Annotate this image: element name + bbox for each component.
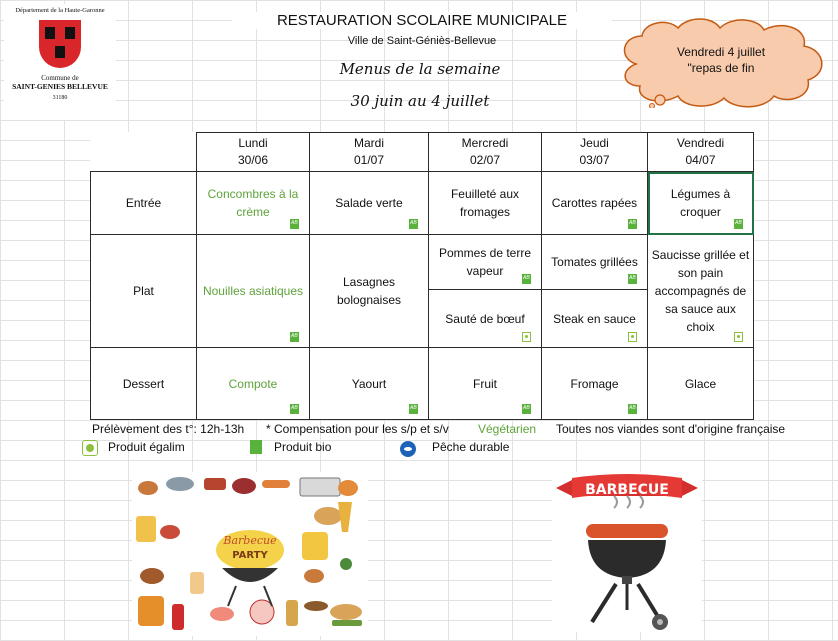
day-header-mercredi[interactable]: Mercredi 02/07: [429, 133, 542, 172]
bio-icon: [628, 274, 637, 284]
corner-cell[interactable]: [91, 133, 197, 172]
cell-plat-mercredi-1[interactable]: Pommes de terre vapeur AB: [429, 235, 542, 290]
menu-table: [90, 132, 754, 420]
cell-entree-lundi[interactable]: Concombres à la crème AB: [197, 172, 310, 235]
bio-icon: [409, 219, 418, 229]
cell-dessert-mercredi[interactable]: Fruit AB: [429, 348, 542, 420]
day-header-vendredi[interactable]: Vendredi 04/07: [648, 133, 754, 172]
cloud-line-1: Vendredi 4 juillet: [676, 45, 766, 59]
temperature-note: Prélèvement des t°: 12h-13h: [92, 422, 245, 436]
day-header-mardi[interactable]: Mardi 01/07: [310, 133, 429, 172]
commune-label: Commune de: [41, 74, 79, 82]
day-header-jeudi[interactable]: Jeudi 03/07: [542, 133, 648, 172]
cell-plat-lundi[interactable]: Nouilles asiatiques AB: [197, 235, 310, 348]
bio-icon: [290, 219, 299, 229]
dessert-row: [91, 348, 754, 420]
bio-icon: [522, 404, 531, 414]
barbecue-party-illustration: [132, 472, 368, 636]
grill-banner-text: BARBECUE: [585, 482, 669, 498]
cloud-callout[interactable]: [616, 14, 832, 108]
bio-icon: [628, 219, 637, 229]
cell-dessert-jeudi[interactable]: Fromage AB: [542, 348, 648, 420]
menu-title: Menus de la semaine: [339, 60, 501, 78]
party-banner-text: Barbecue: [223, 534, 277, 547]
legend-bio: Produit bio: [274, 440, 332, 454]
cell-plat-vendredi[interactable]: Saucisse grillée et son pain accompagnés de sa sauce aux choix: [648, 235, 754, 348]
egalim-icon: [82, 440, 98, 456]
city-name: SAINT-GENIES BELLEVUE: [12, 82, 108, 91]
bio-icon: [734, 219, 743, 229]
cell-entree-vendredi[interactable]: Légumes à croquer AB: [648, 172, 754, 235]
egalim-icon: [522, 332, 531, 342]
barbecue-grill-illustration: [552, 472, 702, 632]
row-label-dessert[interactable]: Dessert: [91, 348, 197, 420]
bio-icon: [290, 332, 299, 342]
entree-row: [91, 172, 754, 235]
page-title: RESTAURATION SCOLAIRE MUNICIPALE: [232, 12, 612, 29]
row-label-plat[interactable]: Plat: [91, 235, 197, 348]
bio-icon: [628, 404, 637, 414]
cell-plat-jeudi-2[interactable]: Steak en sauce: [542, 290, 648, 348]
cell-entree-mercredi[interactable]: Feuilleté aux fromages: [429, 172, 542, 235]
cell-entree-jeudi[interactable]: Carottes rapées AB: [542, 172, 648, 235]
cloud-line-2: "repas de fin: [687, 61, 755, 75]
cell-plat-jeudi-1[interactable]: Tomates grillées AB: [542, 235, 648, 290]
legend-peche: Pêche durable: [432, 440, 510, 454]
postal-code: 31180: [52, 95, 68, 101]
day-header-lundi[interactable]: Lundi 30/06: [197, 133, 310, 172]
egalim-icon: [734, 332, 743, 342]
svg-text:PARTY: PARTY: [232, 550, 268, 561]
bio-icon: [250, 440, 262, 454]
compensation-note: * Compensation pour les s/p et s/v: [266, 422, 449, 436]
egalim-icon: [628, 332, 637, 342]
city-subtitle: Ville de Saint-Géniès-Bellevue: [347, 35, 497, 47]
coat-of-arms-icon: [39, 20, 81, 68]
bio-icon: [522, 274, 531, 284]
date-range: 30 juin au 4 juillet: [350, 92, 490, 110]
cell-entree-mardi[interactable]: Salade verte AB: [310, 172, 429, 235]
plat-row-1: [91, 235, 754, 290]
vegetarian-note: Végétarien: [478, 422, 537, 436]
legend-egalim: Produit égalim: [108, 440, 185, 454]
bio-icon: [409, 404, 418, 414]
cell-plat-mardi[interactable]: Lasagnes bolognaises: [310, 235, 429, 348]
fish-icon: [400, 441, 416, 457]
bio-icon: [290, 404, 299, 414]
commune-logo: [4, 4, 116, 120]
header-row: [91, 133, 754, 172]
cell-dessert-mardi[interactable]: Yaourt AB: [310, 348, 429, 420]
department-label: Département de la Haute-Garonne: [15, 7, 105, 14]
cell-dessert-lundi[interactable]: Compote AB: [197, 348, 310, 420]
origin-note: Toutes nos viandes sont d'origine française: [556, 422, 786, 436]
cell-plat-mercredi-2[interactable]: Sauté de bœuf: [429, 290, 542, 348]
cell-dessert-vendredi[interactable]: Glace: [648, 348, 754, 420]
row-label-entree[interactable]: Entrée: [91, 172, 197, 235]
